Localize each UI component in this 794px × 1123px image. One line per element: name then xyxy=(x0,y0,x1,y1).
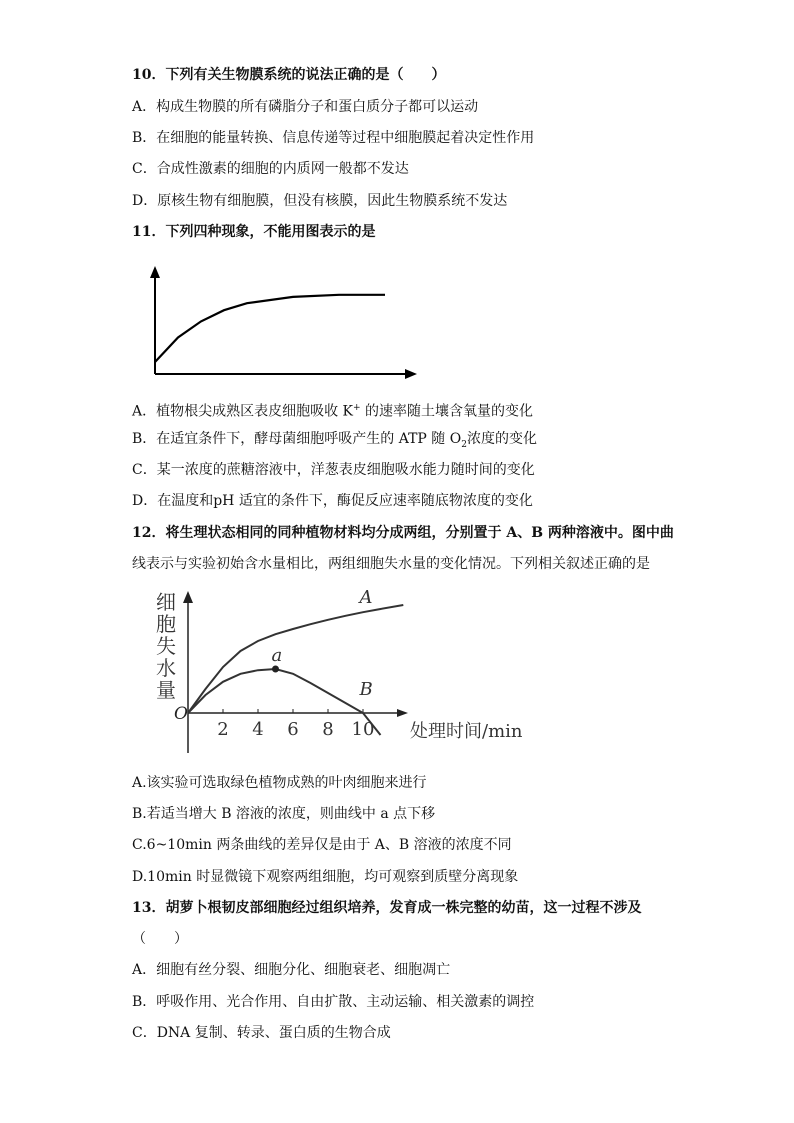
x-tick-label: 4 xyxy=(252,719,264,740)
q13-stem-line2: （ ） xyxy=(132,931,188,947)
y-axis-label-char: 失 xyxy=(156,634,176,658)
q13-option-c: C．DNA 复制、转录、蛋白质的生物合成 xyxy=(132,1025,391,1041)
series-B-label: B xyxy=(359,679,373,700)
x-axis-arrow xyxy=(397,709,408,717)
q12-option-b: B.若适当增大 B 溶液的浓度，则曲线中 a 点下移 xyxy=(132,806,436,822)
q12-chart xyxy=(140,585,580,760)
q10-option-b: B．在细胞的能量转换、信息传递等过程中细胞膜起着决定性作用 xyxy=(132,130,535,146)
q11-option-c: C．某一浓度的蔗糖溶液中，洋葱表皮细胞吸水能力随时间的变化 xyxy=(132,462,535,478)
point-a-label: a xyxy=(271,645,283,666)
x-tick-label: 10 xyxy=(351,719,375,740)
q13-option-b: B．呼吸作用、光合作用、自由扩散、主动运输、相关激素的调控 xyxy=(132,994,535,1010)
y-axis-arrow xyxy=(150,266,160,278)
q11-stem: 11．下列四种现象，不能用图表示的是 xyxy=(132,224,376,240)
q12-option-a: A.该实验可选取绿色植物成熟的叶肉细胞来进行 xyxy=(132,775,427,791)
q10-stem: 10．下列有关生物膜系统的说法正确的是（ ） xyxy=(132,67,446,83)
q12-option-c: C.6~10min 两条曲线的差异仅是由于 A、B 溶液的浓度不同 xyxy=(132,837,512,853)
q11-option-a: A．植物根尖成熟区表皮细胞吸收 K+ 的速率随土壤含氧量的变化 xyxy=(132,403,534,420)
q13-option-a: A．细胞有丝分裂、细胞分化、细胞衰老、细胞凋亡 xyxy=(132,962,451,978)
series-A-label: A xyxy=(359,587,373,608)
y-axis-label-char: 水 xyxy=(156,656,176,680)
q10-option-d: D．原核生物有细胞膜，但没有核膜，因此生物膜系统不发达 xyxy=(132,193,508,209)
series-line xyxy=(155,295,385,362)
x-axis-label: 处理时间/min xyxy=(410,721,523,742)
q11-chart xyxy=(140,262,430,387)
q12-stem-line1: 12．将生理状态相同的同种植物材料均分成两组，分别置于 A、B 两种溶液中。图中曲 xyxy=(132,525,674,541)
origin-label: O xyxy=(174,704,188,724)
point-a xyxy=(272,666,279,673)
q13-stem-line1: 13．胡萝卜根韧皮部细胞经过组织培养，发育成一株完整的幼苗，这一过程不涉及 xyxy=(132,900,642,916)
q11-option-d: D．在温度和pH 适宜的条件下，酶促反应速率随底物浓度的变化 xyxy=(132,493,533,509)
x-axis-arrow xyxy=(405,369,417,379)
q10-option-c: C．合成性激素的细胞的内质网一般都不发达 xyxy=(132,161,409,177)
q12-option-d: D.10min 时显微镜下观察两组细胞，均可观察到质壁分离现象 xyxy=(132,869,519,885)
x-tick-label: 8 xyxy=(322,719,334,740)
q11-option-b: B．在适宜条件下，酵母菌细胞呼吸产生的 ATP 随 $O_2$浓度的变化 xyxy=(132,431,537,450)
y-axis-label-char: 细 xyxy=(156,590,176,614)
y-axis-label-char: 胞 xyxy=(156,612,176,636)
y-axis-arrow xyxy=(183,591,193,603)
x-tick-label: 6 xyxy=(287,719,299,740)
q10-option-a: A．构成生物膜的所有磷脂分子和蛋白质分子都可以运动 xyxy=(132,99,479,115)
q12-stem-line2: 线表示与实验初始含水量相比，两组细胞失水量的变化情况。下列相关叙述正确的是 xyxy=(132,556,650,572)
y-axis-label-char: 量 xyxy=(156,678,176,702)
x-tick-label: 2 xyxy=(217,719,229,740)
